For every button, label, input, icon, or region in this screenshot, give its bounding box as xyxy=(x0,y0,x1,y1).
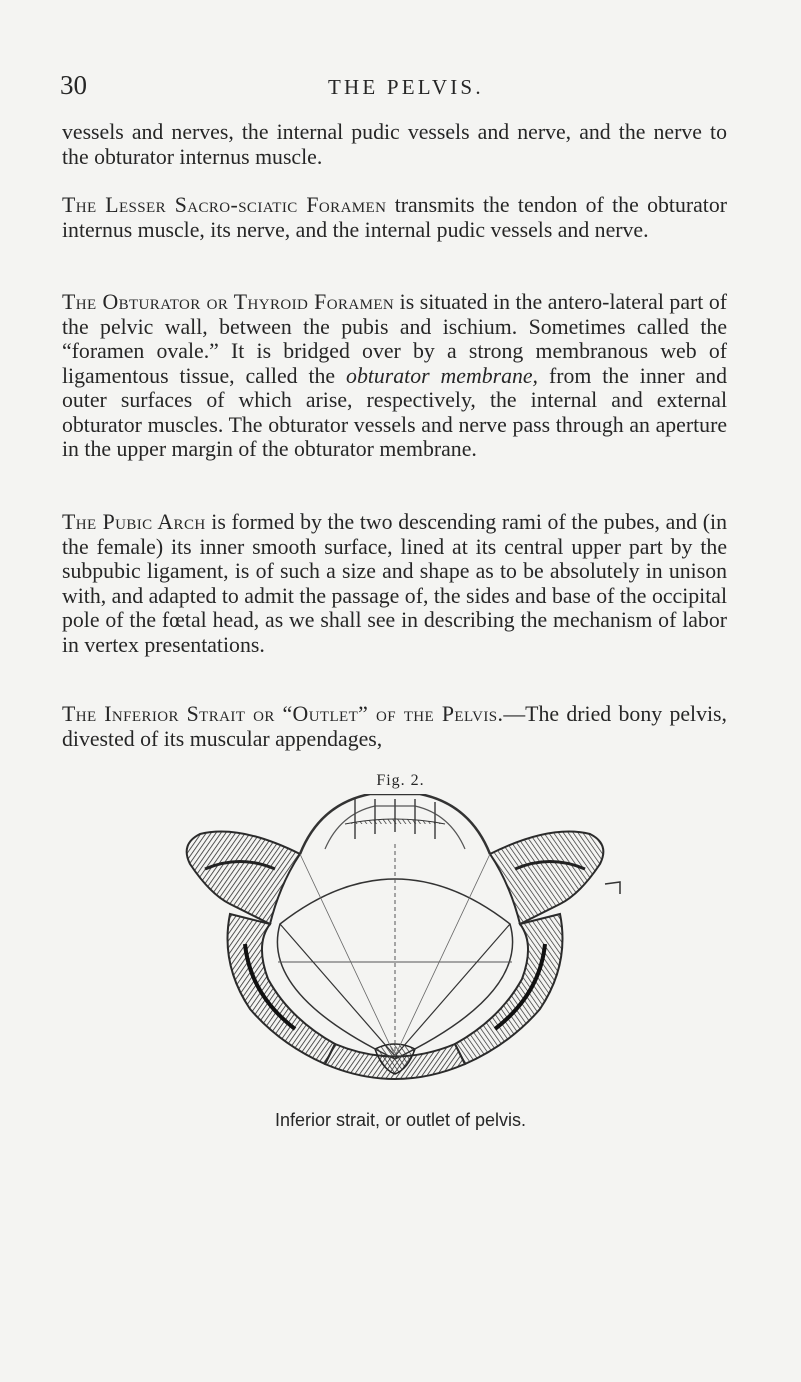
paragraph-text: vessels and nerves, the internal pudic vessels and nerve, and the nerve to the obturator internus muscle. xyxy=(62,120,727,169)
left-ischium xyxy=(228,914,336,1064)
section-heading: The Inferior Strait or “Outlet” of the Pelvis. xyxy=(62,702,504,726)
paragraph-text: is situated in the antero-lateral part of the pelvic wall, between the pubis and ischium. Sometimes called the “foramen ovale.” It is bridged over by a strong membranous web of ligamentous tissue, called the xyxy=(62,290,728,388)
page-number: 30 xyxy=(60,70,87,100)
running-header xyxy=(60,72,700,112)
italic-term: obturator membrane, xyxy=(346,363,539,388)
paragraph-lesser-sacro-sciatic-foramen xyxy=(62,193,727,242)
paragraph-sciatic-continuation xyxy=(62,120,727,169)
paragraph-pubic-arch xyxy=(62,510,727,657)
pelvis-outlet-illustration xyxy=(150,794,640,1094)
figure-label: Fig. 2. xyxy=(376,772,425,789)
outlet-diagram-lines xyxy=(277,844,512,1059)
left-ilium xyxy=(187,832,300,925)
figure-caption: Inferior strait, or outlet of pelvis. xyxy=(274,1110,527,1130)
section-heading: The Pubic Arch xyxy=(62,510,206,534)
paragraph-text: transmits the tendon of the obturator internus muscle, its nerve, and the internal pudic vessels and nerve. xyxy=(62,193,727,242)
running-title: THE PELVIS. xyxy=(328,75,484,99)
right-ischium xyxy=(455,914,563,1064)
section-heading: The Lesser Sacro-sciatic Foramen xyxy=(62,193,387,217)
paragraph-obturator-foramen xyxy=(62,290,727,462)
paragraph-text: is formed by the two descending rami of the pubes, and (in the female) its inner smooth surface, lined at its central upper part by the subpubic ligament, is of such a size and shape as to be absolutely in unison with, and adapted to admit the passage of, the sides and base of the occipital pole of the fœtal head, as we shall see in describing the mechanism of labor in vertex presentations. xyxy=(62,510,727,657)
section-heading: The Obturator or Thyroid Foramen xyxy=(62,290,395,314)
paragraph-inferior-strait xyxy=(62,702,727,751)
paragraph-text-continued: from the inner and outer surfaces of which arise, respectively, the internal and external obturator muscles. The obturator vessels and nerve pass through an aperture in the upper margin of the obturator membrane. xyxy=(62,363,727,461)
paragraph-text: —The dried bony pelvis, divested of its muscular appendages, xyxy=(62,702,727,751)
right-ilium xyxy=(490,832,620,925)
